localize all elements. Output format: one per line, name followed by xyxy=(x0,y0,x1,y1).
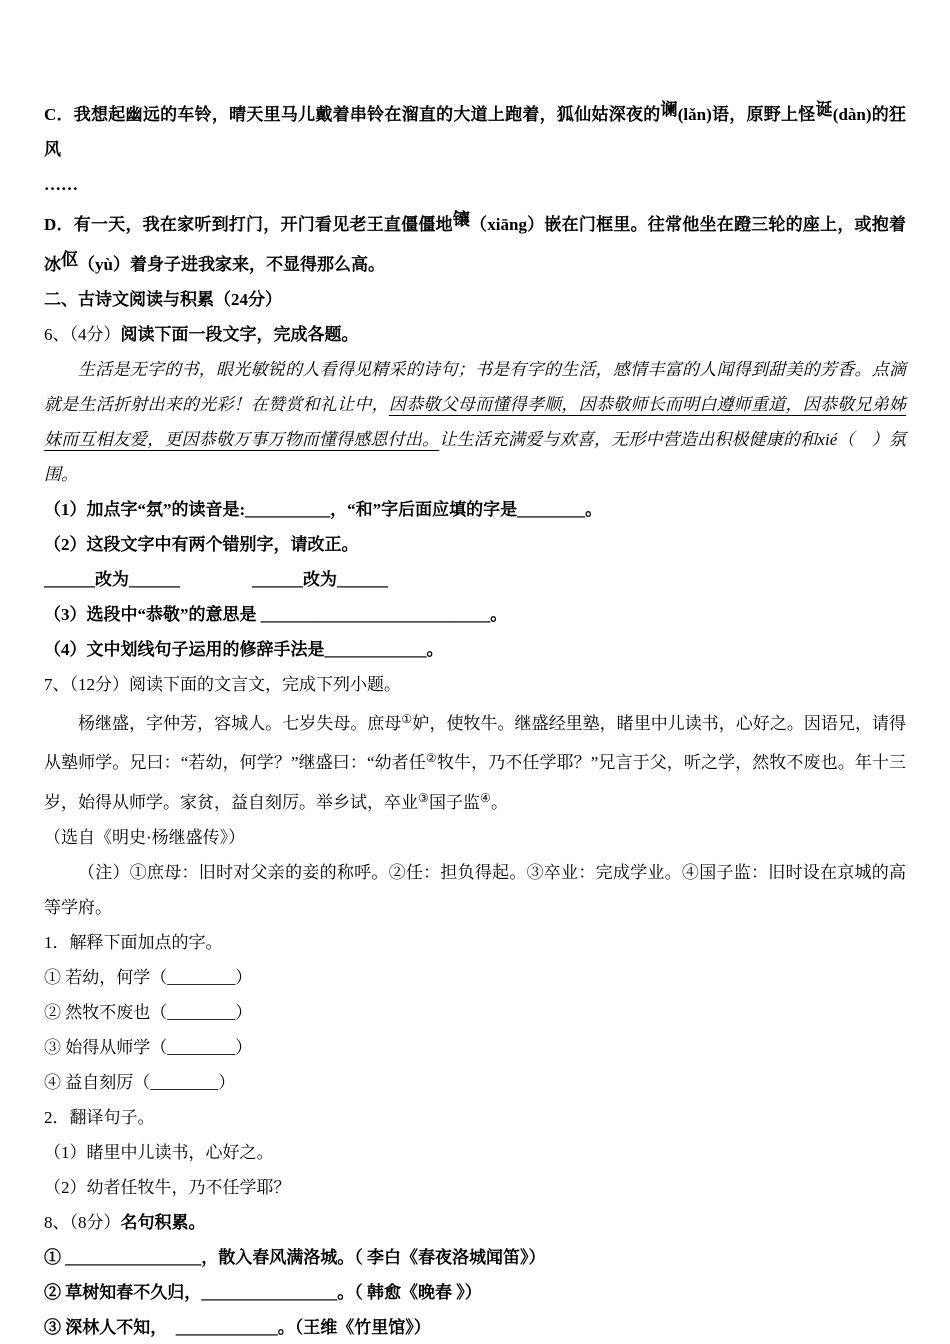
q7-task-1: 1．解释下面加点的字。 xyxy=(44,932,223,952)
question-6-sub-3: （3）选段中“恭敬”的意思是 ___________________________。 xyxy=(44,605,508,625)
question-6-intro xyxy=(44,317,906,352)
option-c-label: C． xyxy=(44,105,74,125)
option-d xyxy=(44,202,906,282)
q8-item-1: ① ________________，散入春风满洛城。（ 李白《春夜洛城闻笛》） xyxy=(44,1247,546,1267)
option-d-pinyin-2: （yù） xyxy=(78,255,130,275)
question-8-number: 8、（8分） xyxy=(44,1212,121,1232)
q7-passage-2: 妒，使牧牛。继盛经里塾，睹里中儿读书，心好之。因语兄，请得从塾师学。兄曰：“若幼，何学？”继盛曰：“幼者任 xyxy=(44,714,907,773)
q8-item-2: ② 草树知春不久归，________________。（ 韩愈《晚春 》） xyxy=(44,1282,482,1302)
q7-passage-3: 牧牛，乃不任学耶？”兄言于父，听之学，然牧不废也。年十三岁，始得从师学。家贫，益自刻厉。举乡试，卒业 xyxy=(44,753,906,812)
passage-source: （选自《明史·杨继盛传》） xyxy=(44,827,246,847)
question-6-sub-2-blanks xyxy=(44,562,906,597)
option-c-pinyin-1: (lǎn) xyxy=(677,105,712,125)
question-6-number: 6、（4分） xyxy=(44,325,121,345)
option-c-raised-char-1: 谰 xyxy=(660,100,678,119)
option-c-text-2: 语，原野上怪 xyxy=(711,105,816,125)
option-c-text-1: 我想起幽远的车铃，晴天里马儿戴着串铃在溜直的大道上跑着，狐仙姑深夜的 xyxy=(73,105,661,125)
question-6-sub-4: （4）文中划线句子运用的修辞手法是____________。 xyxy=(44,640,444,660)
option-c-ellipsis: …… xyxy=(44,175,78,195)
q7-translate-2: （2）幼者任牧牛，乃不任学耶？ xyxy=(44,1177,291,1197)
option-c-text-3: 的狂风 xyxy=(44,105,907,160)
question-6-sub-1: （1）加点字“氛”的读音是:__________，“和”字后面应填的字是________。 xyxy=(44,500,603,520)
option-c-raised-char-2: 诞 xyxy=(815,100,833,119)
question-7-passage xyxy=(44,702,906,819)
q7-item-4: ④ 益自刻厉（________） xyxy=(44,1072,236,1092)
q7-item-2: ② 然牧不废也（________） xyxy=(44,1002,253,1022)
correction-blank-pair-1: ______改为______ xyxy=(44,570,180,590)
option-d-text-2: 嵌在门框里。往常他坐在蹬三轮的座上，或抱着冰 xyxy=(44,215,907,275)
question-6-passage xyxy=(44,352,906,492)
section-heading: 二、古诗文阅读与积累（24分） xyxy=(44,290,282,310)
q7-translate-1: （1）睹里中儿读书，心好之。 xyxy=(44,1142,274,1162)
q7-passage-4: 国子监 xyxy=(428,792,480,812)
q7-passage-1: 杨继盛，字仲芳，容城人。七岁失母。庶母 xyxy=(78,714,402,734)
footnote-marker-3: ③ xyxy=(418,790,429,805)
question-7-directive: 阅读下面的文言文，完成下列小题。 xyxy=(129,675,401,695)
question-6-sub-2: （2）这段文字中有两个错别字，请改正。 xyxy=(44,535,359,555)
option-d-text-3: 着身子进我家来，不显得那么高。 xyxy=(129,255,385,275)
q6-passage-lead: 生活是无字的书，眼光敏锐的人看得见精采的诗句；书是有字的生活，感情丰富的人闻得到甜美的芳香。点滴就是生活折射出来的光彩！在赞赏和礼让中， xyxy=(44,360,906,415)
option-c xyxy=(44,92,906,167)
question-8-intro xyxy=(44,1205,906,1240)
option-d-text-1: 有一天，我在家听到打门，开门看见老王直僵僵地 xyxy=(73,215,453,235)
q7-passage-5: 。 xyxy=(490,792,508,812)
correction-blank-pair-2: ______改为______ xyxy=(252,570,388,590)
option-d-raised-char-2: 伛 xyxy=(61,250,78,270)
footnote-marker-2: ② xyxy=(425,751,437,766)
q7-task-2: 2．翻译句子。 xyxy=(44,1107,155,1127)
option-c-pinyin-2: (dàn) xyxy=(832,105,872,125)
question-7-intro xyxy=(44,667,906,702)
q8-item-3: ③ 深林人不知， ____________。（王维《竹里馆》） xyxy=(44,1317,431,1337)
q6-passage-tail: 让生活充满爱与欢喜，无形中营造出积极健康的和xié（ ）氛围。 xyxy=(44,430,906,485)
footnote-marker-1: ① xyxy=(401,712,413,727)
q7-item-3: ③ 始得从师学（________） xyxy=(44,1037,253,1057)
question-8-directive: 名句积累。 xyxy=(120,1212,206,1232)
option-d-raised-char-1: 镶 xyxy=(452,210,471,230)
question-6-directive: 阅读下面一段文字，完成各题。 xyxy=(120,325,359,345)
q7-item-1: ① 若幼，何学（________） xyxy=(44,967,253,987)
footnote-marker-4: ④ xyxy=(479,790,491,805)
option-d-pinyin-1: （xiāng） xyxy=(470,215,545,235)
question-7-number: 7、（12分） xyxy=(44,675,129,695)
passage-note: （注）①庶母：旧时对父亲的妾的称呼。②任：担负得起。③卒业：完成学业。④国子监：旧时设在京城的高等学府。 xyxy=(44,862,906,917)
option-d-label: D． xyxy=(44,215,74,235)
q6-underlined-clause: 因恭敬父母而懂得孝顺，因恭敬师长而明白遵师重道，因恭敬兄弟姊妹而互相友爱，更因恭敬万事万物而懂得感恩付出。 xyxy=(44,395,907,450)
